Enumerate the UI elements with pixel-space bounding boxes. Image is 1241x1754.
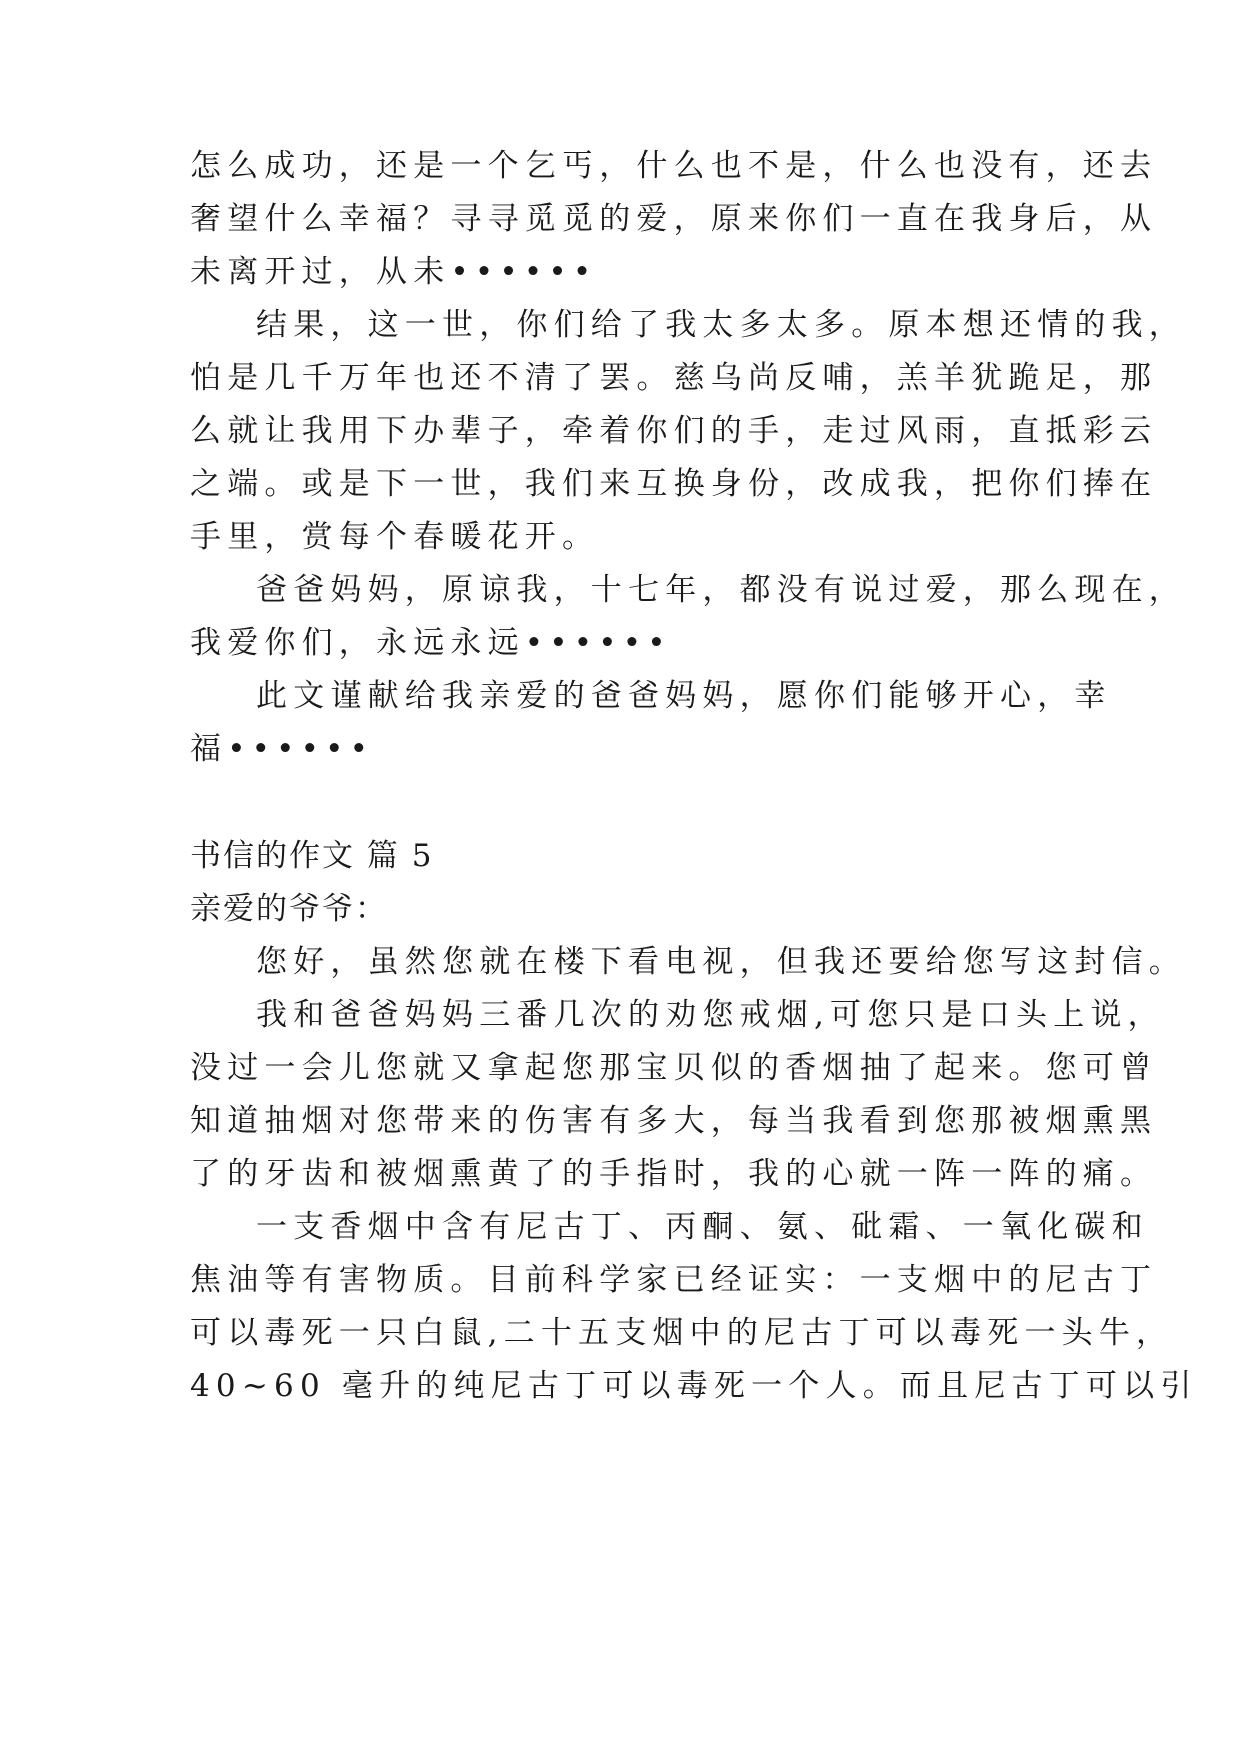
text-line: 奢望什么幸福？寻寻觅觅的爱，原来你们一直在我身后，从	[190, 201, 1158, 237]
text-line: 怎么成功，还是一个乞丐，什么也不是，什么也没有，还去	[190, 148, 1158, 184]
text-line: 之端。或是下一世，我们来互换身份，改成我，把你们捧在	[190, 466, 1158, 502]
paragraph-start: 结果，这一世，你们给了我太多太多。原本想还情的我，	[256, 307, 1186, 343]
paragraph-start: 爸爸妈妈，原谅我，十七年，都没有说过爱，那么现在，	[256, 572, 1186, 608]
text-line: 手里，赏每个春暖花开。	[190, 519, 600, 555]
text-line: 没过一会儿您就又拿起您那宝贝似的香烟抽了起来。您可曾	[190, 1050, 1158, 1086]
text-line: 可以毒死一只白鼠,二十五支烟中的尼古丁可以毒死一头牛，	[190, 1315, 1174, 1351]
text-line: 了的牙齿和被烟熏黄了的手指时，我的心就一阵一阵的痛。	[190, 1156, 1158, 1192]
salutation: 亲爱的爷爷：	[190, 891, 388, 927]
text-line: 未离开过，从未••••••	[190, 254, 598, 290]
paragraph-start: 您好，虽然您就在楼下看电视，但我还要给您写这封信。	[256, 944, 1186, 980]
text-line: 福••••••	[190, 731, 375, 767]
text-line: 40~60 毫升的纯尼古丁可以毒死一个人。而且尼古丁可以引	[190, 1368, 1198, 1404]
text-line: 焦油等有害物质。目前科学家已经证实：一支烟中的尼古丁	[190, 1262, 1158, 1298]
paragraph-start: 一支香烟中含有尼古丁、丙酮、氨、砒霜、一氧化碳和	[256, 1209, 1149, 1245]
section-title: 书信的作文 篇 5	[190, 838, 434, 874]
text-line: 么就让我用下办辈子，牵着你们的手，走过风雨，直抵彩云	[190, 413, 1158, 449]
text-line: 怕是几千万年也还不清了罢。慈乌尚反哺，羔羊犹跪足，那	[190, 360, 1158, 396]
paragraph-start: 此文谨献给我亲爱的爸爸妈妈，愿你们能够开心，幸	[256, 678, 1112, 714]
text-line: 我爱你们，永远永远••••••	[190, 625, 672, 661]
text-line: 知道抽烟对您带来的伤害有多大，每当我看到您那被烟熏黑	[190, 1103, 1158, 1139]
paragraph-start: 我和爸爸妈妈三番几次的劝您戒烟,可您只是口头上说，	[256, 997, 1165, 1033]
